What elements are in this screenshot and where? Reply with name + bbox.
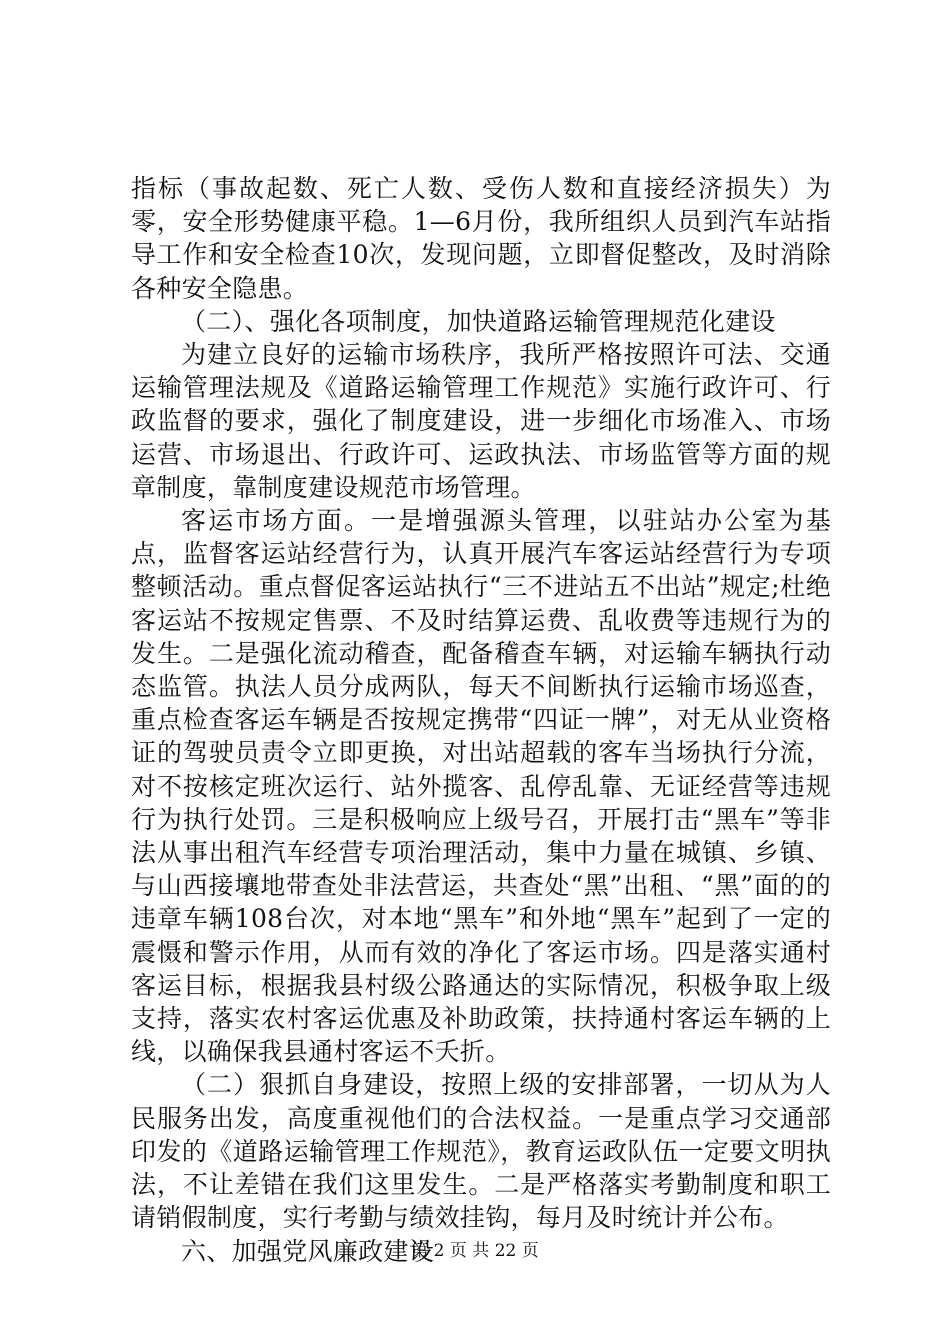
paragraph-safety-indicators: 指标（事故起数、死亡人数、受伤人数和直接经济损失）为零，安全形势健康平稳。1—6月份，我所组织人员到汽车站指导工作和安全检查10次，发现问题，立即督促整改，及时消除各种安全隐患。 bbox=[131, 174, 831, 303]
paragraph-market-order: 为建立良好的运输市场秩序，我所严格按照许可法、交通运输管理法规及《道路运输管理工作规范》实施行政许可、行政监督的要求，强化了制度建设，进一步细化市场准入、市场运营、市场退出、行政许可、运政执法、市场监管等方面的规章制度，靠制度建设规范市场管理。 bbox=[131, 340, 831, 502]
paragraph-self-construction: （二）狠抓自身建设，按照上级的安排部署，一切从为人民服务出发，高度重视他们的合法权益。一是重点学习交通部印发的《道路运输管理工作规范》，教育运政队伍一定要文明执法，不让差错在我们这里发生。二是严格落实考勤制度和职工请销假制度，实行考勤与绩效挂钩，每月及时统计并公布。 bbox=[131, 1070, 831, 1233]
paragraph-passenger-market: 客运市场方面。一是增强源头管理，以驻站办公室为基点，监督客运站经营行为，认真开展汽车客运站经营行为专项整顿活动。重点督促客运站执行“三不进站五不出站”规定;杜绝客运站不按规定售票、不及时结算运费、乱收费等违规行为的发生。二是强化流动稽查，配备稽查车辆，对运输车辆执行动态监管。执法人员分成两队，每天不间断执行运输市场巡查，重点检查客运车辆是否按规定携带“四证一牌”，对无从业资格证的驾驶员责令立即更换，对出站超载的客车当场执行分流，对不按核定班次运行、站外揽客、乱停乱靠、无证经营等违规行为执行处罚。三是积极响应上级号召，开展打击“黑车”等非法从事出租汽车经营专项治理活动，集中力量在城镇、乡镇、与山西接壤地带查处非法营运，共查处“黑”出租、“黑”面的的违章车辆108台次，对本地“黑车”和外地“黑车”起到了一定的震慑和警示作用，从而有效的净化了客运市场。四是落实通村客运目标，根据我县村级公路通达的实际情况，积极争取上级支持，落实农村客运优惠及补助政策，扶持通村客运车辆的上线，以确保我县通村客运不夭折。 bbox=[131, 506, 831, 1067]
page-number: 第 2 页 共 22 页 bbox=[411, 1241, 539, 1261]
document-body bbox=[131, 172, 831, 1268]
page-footer bbox=[0, 1240, 950, 1262]
section-heading-party-conduct: 六、加强党风廉政建设 bbox=[181, 1236, 435, 1266]
section-heading-regulations: （二）、强化各项制度，加快道路运输管理规范化建设 bbox=[181, 306, 776, 336]
